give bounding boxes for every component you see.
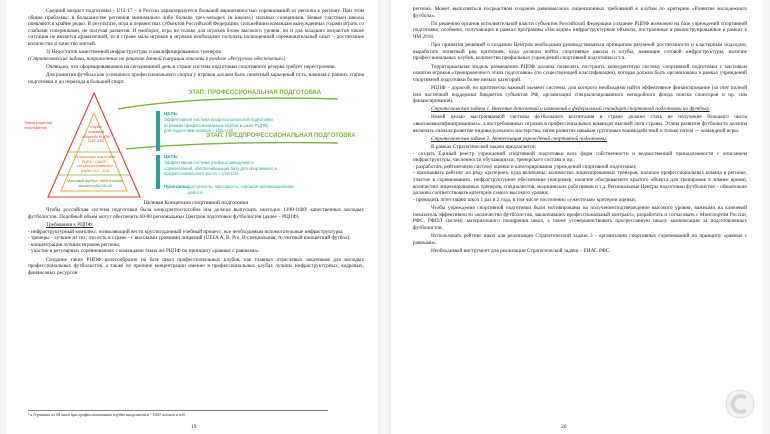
task2-item-1: - создать Единый реестр учреждений спортивной подготовки всех форм собственности и ведомственной принадлежности с описанием инфраструктуры, численности обучающихся, тренерского состава и пр.; bbox=[413, 150, 747, 164]
level-base-text: Массовый футбол: любительские школы/клубы U6-U9 bbox=[66, 179, 124, 188]
task2-item-2: - разработать рейтинговую систему оценки и категорирования учреждений спортивной подготовки; bbox=[413, 163, 637, 170]
page-number-right: 20 bbox=[561, 424, 567, 430]
left-para-3: (Стратегические задачи, направленные на решение данной ситуации описаны в разделе «Ресурсное обеспечение») bbox=[28, 55, 286, 62]
page-left bbox=[6, 0, 378, 434]
page-right bbox=[391, 0, 763, 434]
left-after-figure: Чтобы российская система подготовки была конкурентоспособна она должна выпускать ежегодно 1100-1600¹ качественных молодых футболистов. Подобный объем могут обеспечить 60-80 региональных Центров подготовки футболистов (далее – РЦПФ). bbox=[28, 207, 364, 220]
right-para-1: региона. Может выполняться посредством создания равновысоких лицензионных требований к клубам по критерию «Развитие молодежного футбола». bbox=[413, 6, 747, 19]
side-label: Этапы развития спортсменов bbox=[24, 121, 53, 130]
level-mid-text: Организация подготовки: РЦПФ / СШОР / специализированные клубы U10 – U14 bbox=[74, 155, 116, 173]
task2-intro: В рамках Стратегической задачи предлагается: bbox=[431, 144, 537, 151]
right-para-4: Территориальная модель размещения РЦПФ должна позволять построить конкурентную систему спортивной подготовки с массовым охватом игроков «тренировочного этапа подготовки» (по существующей классификации), которая должна быть организована в рамках учреждений спортивной подготовки более низких категорий. bbox=[413, 63, 747, 83]
level-top-text: Клубы основной сборной/ РЦПФ U15-U18 bbox=[82, 125, 110, 144]
task1-title: Стратегическая задача 1. Внесение дополнений и изменений в федеральный стандарт спортивной подготовки по футболу. bbox=[431, 106, 710, 113]
goal-prepro-bar bbox=[156, 155, 160, 189]
goal-pro-heading: ЦЕЛЬ: bbox=[164, 111, 179, 117]
requirements-title: Требования к РЦПФ: bbox=[46, 222, 94, 229]
left-closing: Создание таких РЦПФ целесообразно на базе школ профессиональных клубов, как главных отраслевых заказчиков для молодых профессиональных футболистов, а также по причине концентрации именно в профессиональных клубах лучших инфраструктурных, кадровых, финансовых ресурсов bbox=[28, 256, 364, 276]
goal-pro-text: Эффективная система профессиональной подготовки (в рамках профессиональных клубов и школ РЦПФ) для подготовки игроков – U15-U18 bbox=[164, 117, 273, 133]
requirement-4: - участие в регулярных соревнованиях с командами таких же РЦПФ по принципу «равные с равными». bbox=[28, 248, 260, 255]
task2-tool: Необходимый инструмент для реализации Стратегической задачи – ЕИАС РФС. bbox=[431, 247, 611, 254]
concept-figure bbox=[24, 87, 364, 200]
right-para-2: По решению органов исполнительной власти субъектов Российской Федерации создание РЦПФ возможно на базе учреждений спортивной подготовки, особенно, получающих в рамках программы «Наследие» инфраструктурные объекты, построенные и реконструированные в рамках к ЧМ 2018. bbox=[413, 20, 747, 40]
task1-body: Новой целью выстраиваемой системы футбольного воспитания в стране должно стать не получение большого числа «высококвалифицированных», а востребованных игроков в профессиональных командах высшей лиги страны. Этапы развития футболиста должны включать сначала развитие индивидуального мастерства, затем развитие навыков групповых взаимодействий и только потом — командной игры. bbox=[413, 114, 747, 134]
goal-pro-bar bbox=[156, 111, 160, 151]
page-gutter bbox=[378, 0, 391, 434]
task2-item-4: - проводить аттестацию школ 1 раз в 2 года, в том числе постепенно «ужесточая» критерии оценки; bbox=[413, 196, 637, 203]
goal-prepro-heading: ЦЕЛЬ: bbox=[164, 154, 179, 160]
goal-prepro-text: Эффективная система учебных заведений и соревнований, обеспечивающая базу для спортивного и профессионального роста – U10-U14 bbox=[164, 160, 277, 176]
right-para-3: При принятии решений о создании Центров необходимо руководствоваться принципом разумной достаточности и кластерным подходом, выработать понятный ряд критериев, куда должны войти спортивные школы и клубы, имеющие готовой инфраструктуры, наличие профессиональных клубов, количество профильных учреждений спортивной подготовки и т.п. bbox=[413, 42, 747, 62]
task2-title: Стратегическая задача 2. Аттестация учреждений спортивной подготовки. bbox=[431, 135, 608, 142]
page-number-left: 19 bbox=[191, 424, 197, 430]
task2-closing: Чтобы учреждения спортивной подготовки были мотивированы на получение/подтверждение высокого уровня, важными на ключевой показатель эффективности «количество футболистов, заключивших профессиональный контракт», разработать и согласовать с Минспортом России, РФС, РФПЛ систему материального поощрения школ, а также усовершенствовать прогрессивную шкалу компенсации за подготовленных футболистов. bbox=[413, 204, 747, 231]
task2-item-3: - присваивать рейтинг по ряду критериев, куда включены: количество лицензированных тренеров, наличие профессиональных команд в регионе, участие в соревнованиях, инфраструктурное обеспечение (например, наличие обогреваемого крытого объекта для тренировок в зимнее время), количество лицензированных тренеров, специалистов, медицинских работников и т.д. Региональные Центры подготовки футболистов – обязательно должны соответствовать категории самого высокого уровня; bbox=[413, 170, 747, 197]
left-para-4: Очевидно, что сформировавшаяся на сегодняшний день в стране система подготовки спортивного резерва требует перестроения. bbox=[46, 63, 336, 70]
watermark-logo-icon bbox=[724, 388, 756, 420]
stage-prepro-label: ЭТАП: ПРЕДПРОФЕССИОНАЛЬНАЯ ПОДГОТОВКА bbox=[206, 133, 356, 140]
requirement-2: - тренеры - лучшие из тех, что есть в стране - с высокими уровнями лицензий (UEFA A, B, Pro, В-специальная, A-элитный юношеский футбол); bbox=[28, 235, 351, 242]
left-para-5: Для развития футбола как успешного профессионального спорта у игроков должен быть понятный карьерный путь, начиная с ранних этапов подготовки и до перехода в большой спорт. bbox=[28, 72, 364, 85]
task2-final: Использовать рейтинг школ для реализации Стратегической задачи 3 - организации спортивных соревнований по принципу «равные с равными». bbox=[413, 232, 747, 246]
requirement-1: - инфраструктурный комплекс, позволяющий вести круглогодичный учебный процесс, все необходимым вспомогательные инфраструктуры; bbox=[28, 228, 344, 235]
footnote: ¹ в Германии из 54 школ при профессиональных клубах выпускается ~1300 человек в год. bbox=[28, 410, 328, 417]
principles-heading: Принципы: bbox=[164, 184, 190, 190]
left-para-1: Средний возраст подготовки - U12-17 – в России характеризуется большой вариативностью соревнований от региона к региону. При этом общие проблемы: в большинстве регионов минимально либо больше трех-четырех (в школах) сильных соперников. Новые (частные) школы появляются крайне редко. В результате, игра в первенствах субъектов Российской Федерации, сильнейшим командам вынужденных годами играть со слабыми соперниками, не получая развития. И наоборот, игра не только для игроков более высокого уровня, но и для младших возрастов также ситуация не является драматичной, то в стране мало игроков и игроков необходимо получать полноценный соревновательный опыт – достаточное количество и качество матчей. bbox=[28, 8, 364, 47]
right-para-5: РЦПФ – дорогой, но критически важный элемент системы, для которого необходимо найти эффективное финансирование (за счет полной или частичной поддержки бюджетов субъектов РФ, организации специализированного неподобного фонда поиска спонсоров и пр. сим финансирования). bbox=[413, 84, 747, 105]
principles-text: доступность, массовость, хорошая организационная работа bbox=[188, 184, 294, 195]
stage-pro-arc bbox=[118, 98, 338, 109]
requirement-3: - концентрация лучших игроков региона; bbox=[28, 241, 121, 248]
left-para-2: 3) Недостаток качественной инфраструктуры и квалифицированных тренеров bbox=[46, 49, 221, 56]
stage-pro-label: ЭТАП: ПРОФЕССИОНАЛЬНАЯ ПОДГОТОВКА bbox=[188, 90, 322, 97]
figure-caption: Целевая Концепция спортивной подготовки bbox=[143, 200, 249, 207]
